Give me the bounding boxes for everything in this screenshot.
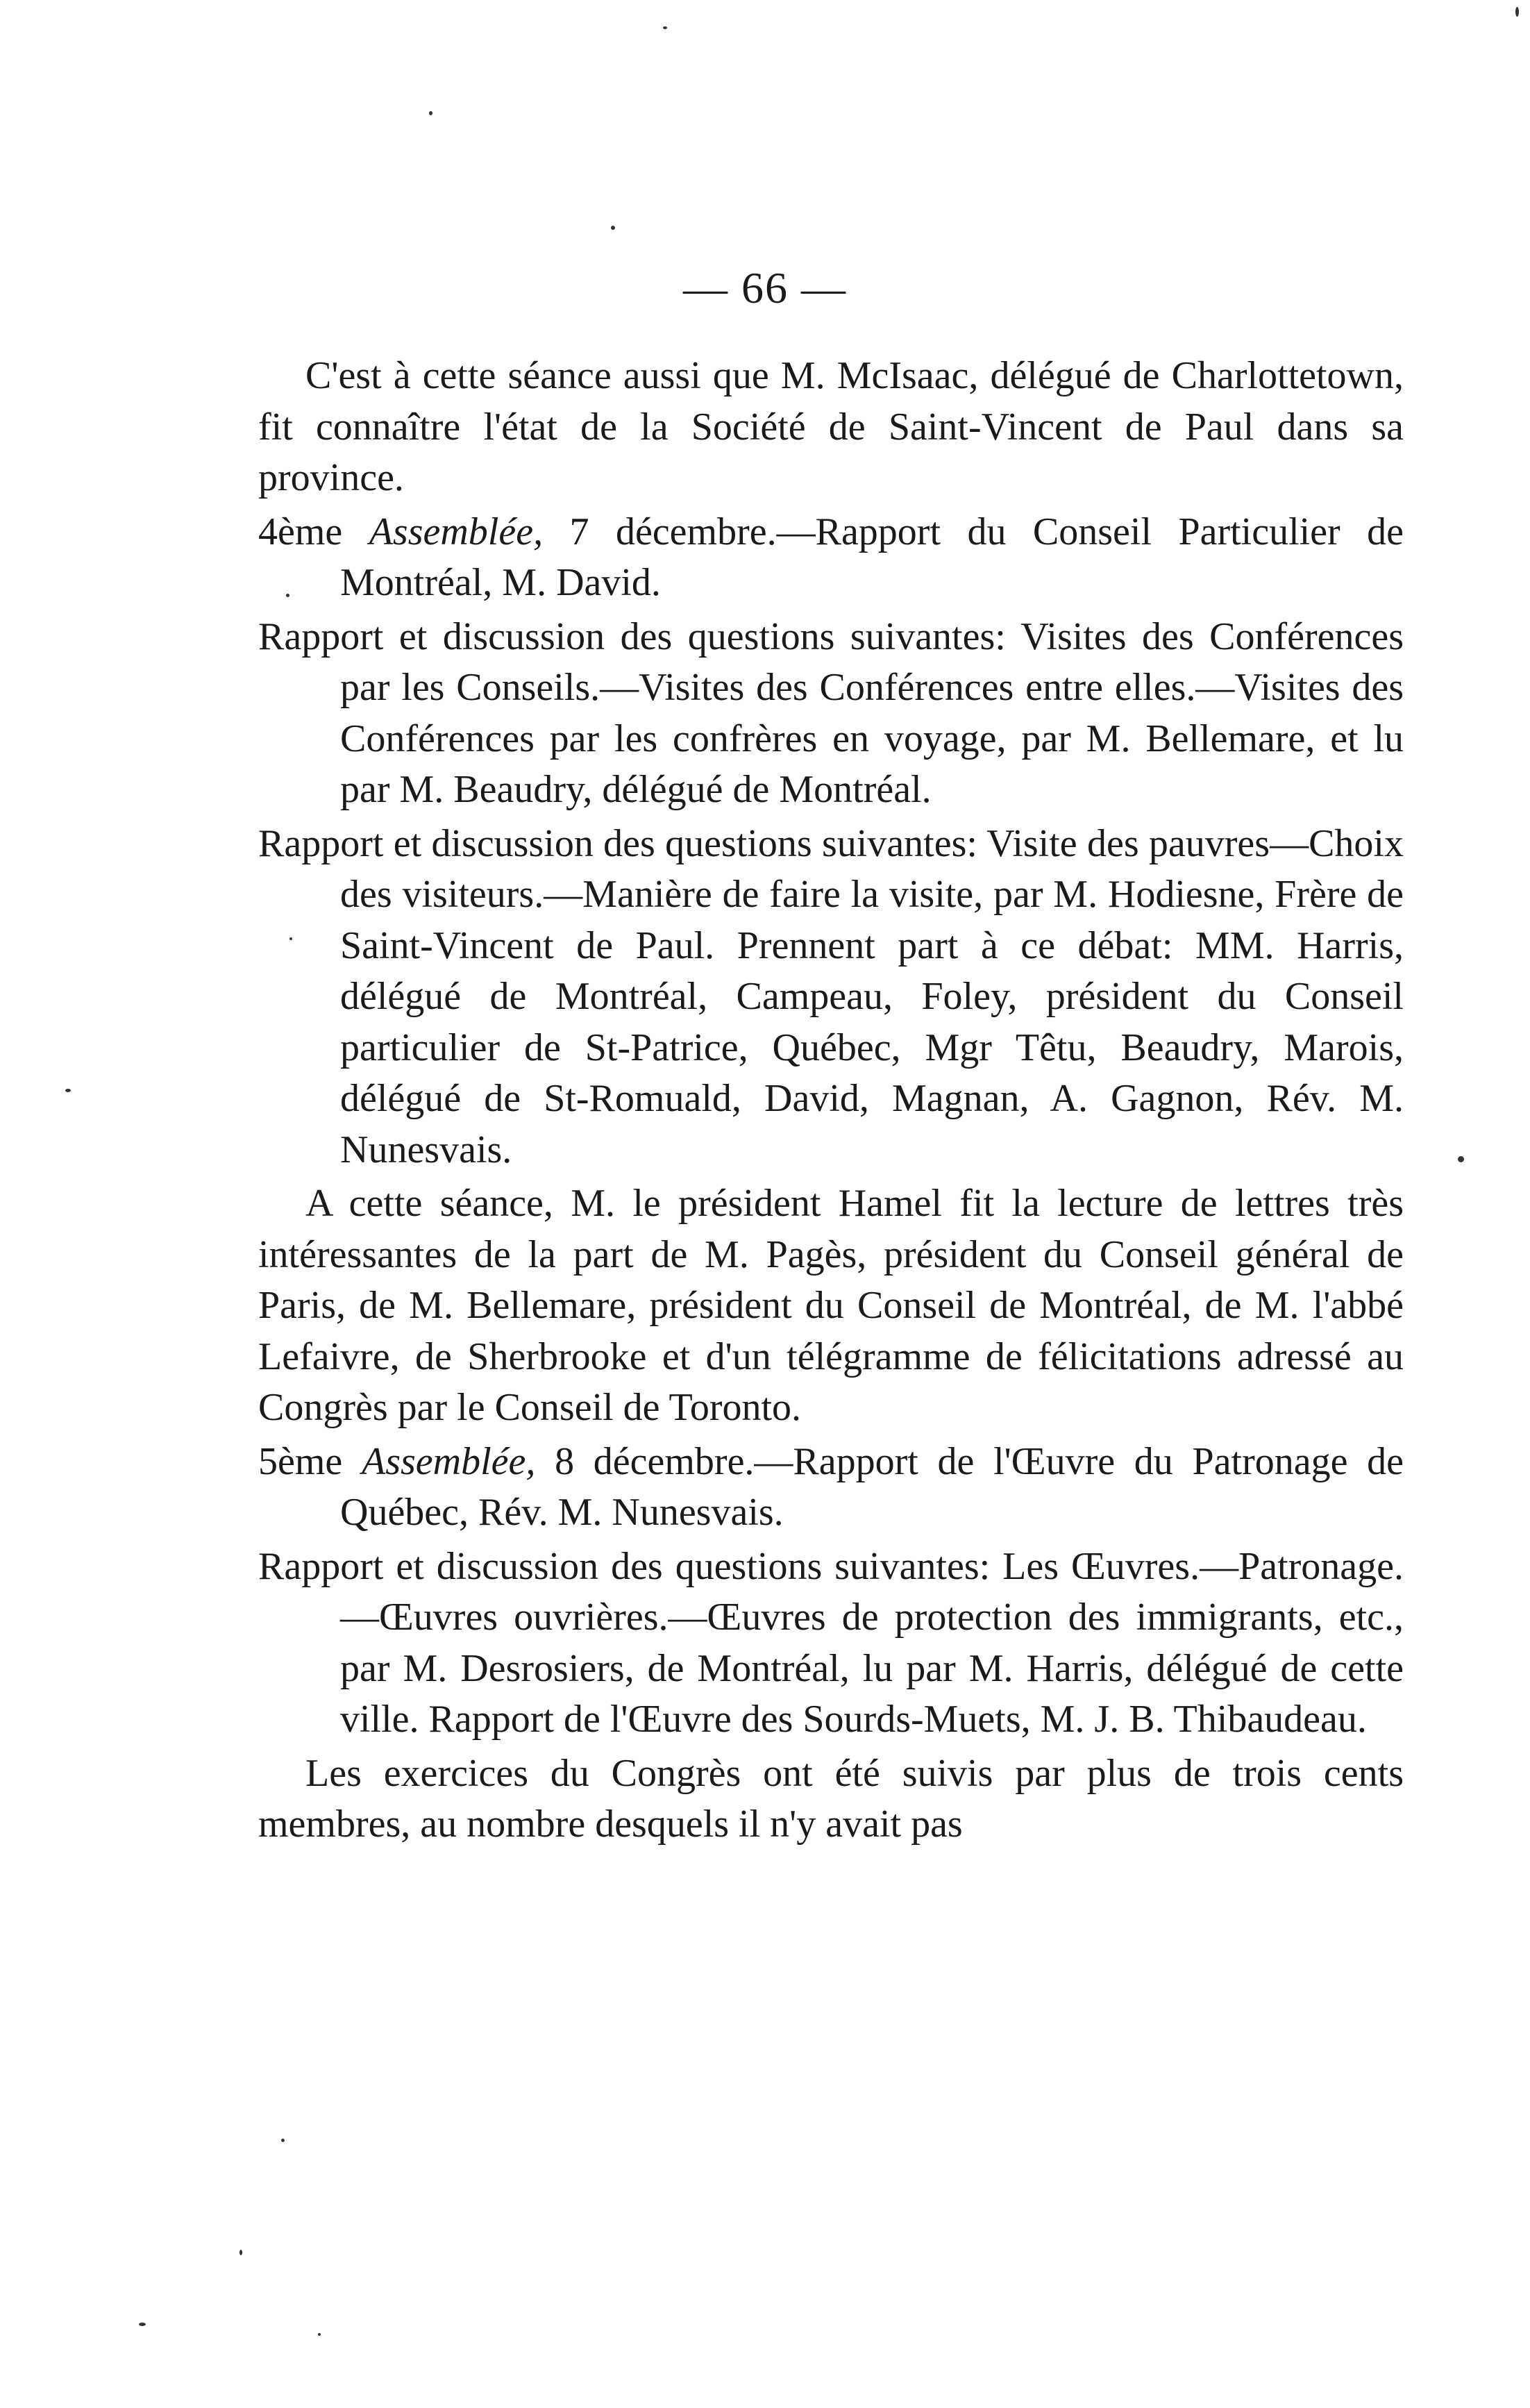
scan-speck — [611, 226, 615, 230]
scan-speck — [1515, 7, 1519, 17]
page-number: — 66 — — [683, 263, 847, 312]
text-run: Rapport et discussion des questions suivantes: Les Œuvres.—Patronage.—Œuvres ouvrières.—Œuvres de protection des immigrants, etc., par M. Desrosiers, de Montréal, lu par M. Harris, délégué de cette ville. Rapport de l'Œuvre des Sourds-Muets, M. J. B. Thibaudeau. — [258, 1544, 1404, 1741]
scan-speck — [139, 2323, 146, 2326]
scan-speck — [429, 111, 432, 115]
italic-text: Assemblée, — [362, 1439, 536, 1483]
text-run: 8 décembre.—Rapport de l'Œuvre du Patronage de Québec, Rév. M. Nunesvais. — [340, 1439, 1404, 1534]
paragraph — [258, 612, 1404, 816]
scan-speck — [281, 2139, 285, 2142]
text-run: Les exercices du Congrès ont été suivis par plus de trois cents membres, au nombre desquels il n'y avait pas — [258, 1751, 1404, 1846]
italic-text: Assemblée, — [369, 510, 544, 553]
body-text — [258, 351, 1404, 1853]
scan-speck — [286, 594, 289, 597]
text-run: 7 décembre.—Rapport du Conseil Particulier de Montréal, M. David. — [340, 510, 1404, 604]
text-run: Rapport et discussion des questions suivantes: Visites des Conférences par les Conseils.—Visites des Conférences entre elles.—Visites des Conférences par les confrères en voyage, par M. Bellemare, et lu par M. Beaudry, délégué de Montréal. — [258, 614, 1404, 811]
text-run: 4ème — [258, 510, 369, 553]
scan-speck — [663, 26, 667, 29]
paragraph — [258, 1748, 1404, 1850]
scan-speck — [318, 2333, 321, 2336]
text-run: A cette séance, M. le président Hamel fit la lecture de lettres très intéressantes de la part de M. Pagès, président du Conseil général de Paris, de M. Bellemare, président du Conseil de Montréal, de M. l'abbé Lefaivre, de Sherbrooke et d'un télégramme de félicitations adressé au Congrès par le Conseil de Toronto. — [258, 1182, 1404, 1429]
paragraph — [258, 1437, 1404, 1539]
text-run: 5ème — [258, 1439, 362, 1483]
text-run: C'est à cette séance aussi que M. McIsaac, délégué de Charlottetown, fit connaître l'état de la Société de Saint-Vincent de Paul dans sa province. — [258, 354, 1404, 499]
paragraph — [258, 351, 1404, 504]
text-run: Rapport et discussion des questions suivantes: Visite des pauvres—Choix des visiteurs.—Manière de faire la visite, par M. Hodiesne, Frère de Saint-Vincent de Paul. Prennent part à ce débat: MM. Harris, délégué de Montréal, Campeau, Foley, président du Conseil particulier de St-Patrice, Québec, Mgr Têtu, Beaudry, Marois, délégué de St-Romuald, David, Magnan, A. Gagnon, Rév. M. Nunesvais. — [258, 821, 1404, 1171]
scan-speck — [1458, 1156, 1464, 1162]
paragraph — [258, 1541, 1404, 1746]
paragraph — [258, 507, 1404, 609]
scan-speck — [239, 2250, 242, 2255]
scan-speck — [289, 937, 292, 940]
paragraph — [258, 819, 1404, 1176]
scan-speck — [65, 1089, 71, 1092]
paragraph — [258, 1178, 1404, 1434]
